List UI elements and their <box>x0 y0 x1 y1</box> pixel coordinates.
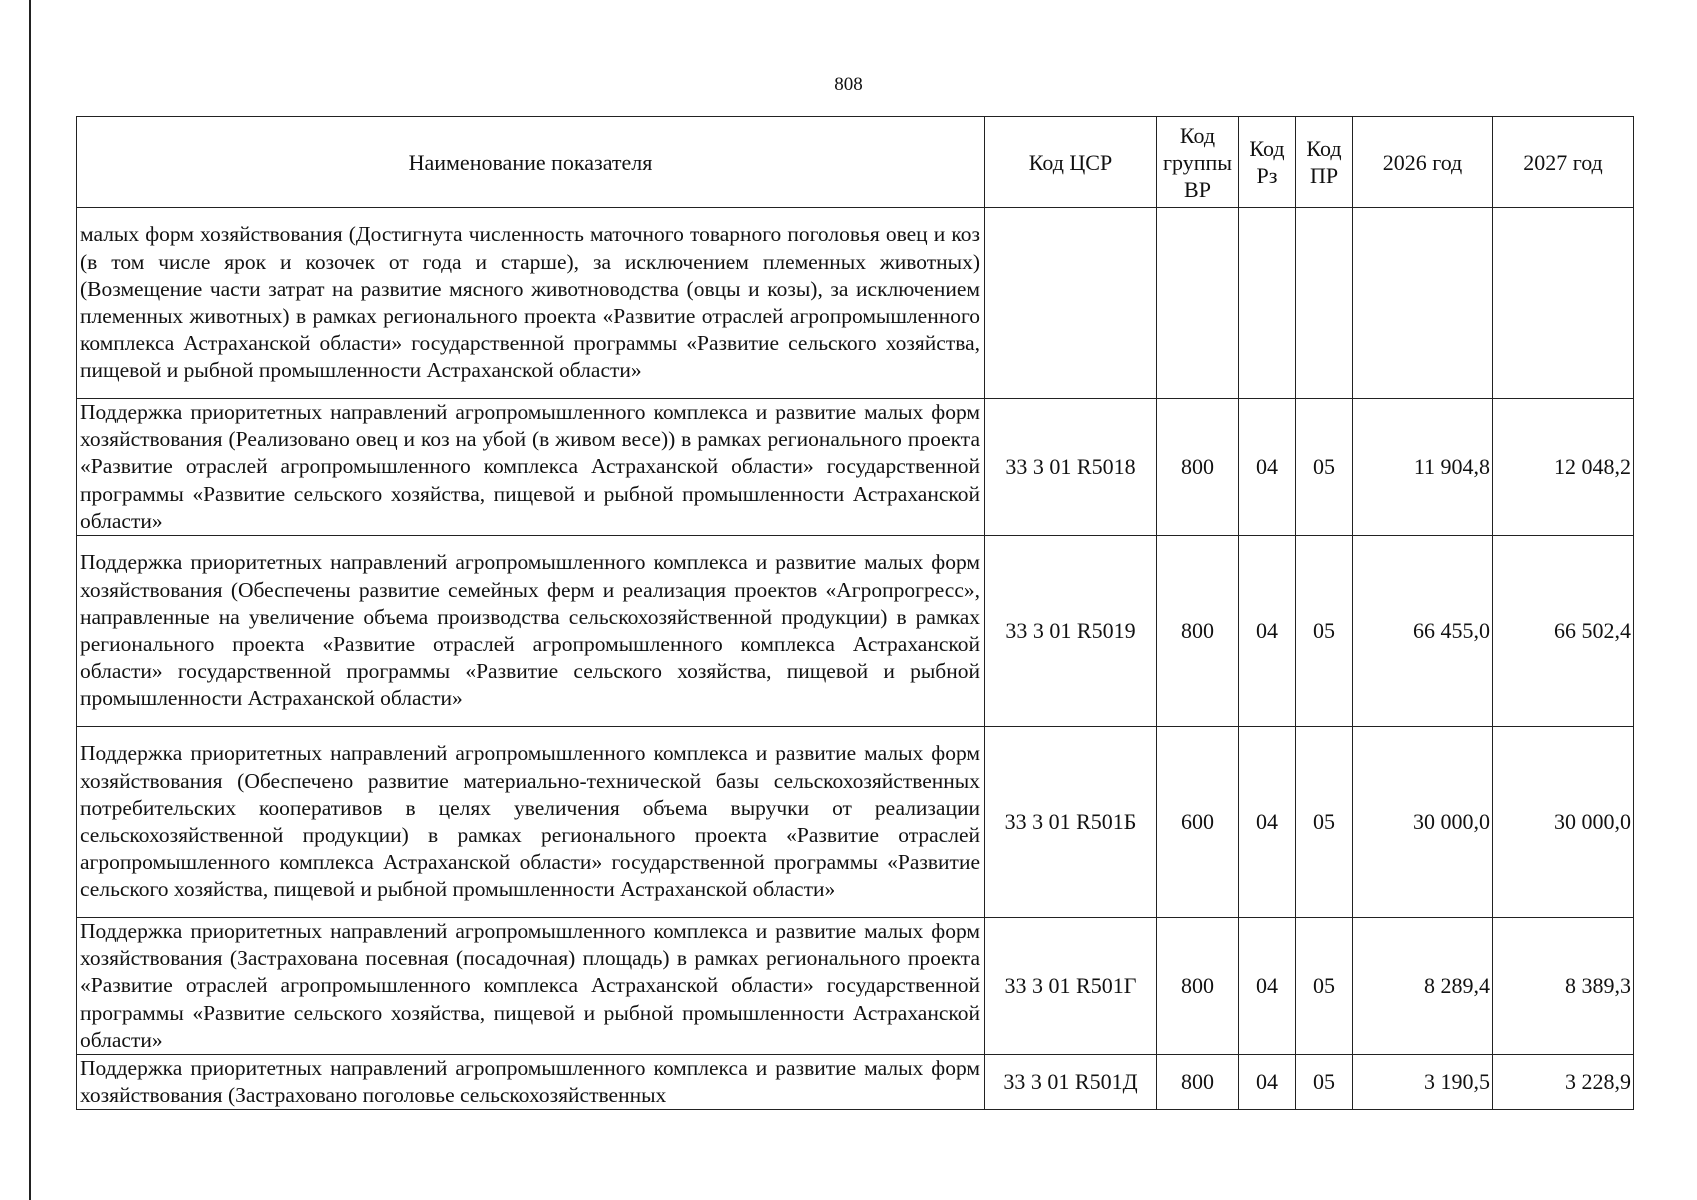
row-rz: 04 <box>1239 1055 1296 1110</box>
row-2027: 30 000,0 <box>1493 727 1634 918</box>
row-rz: 04 <box>1239 918 1296 1055</box>
row-csr: 33 3 01 R5018 <box>985 399 1157 536</box>
row-vr: 800 <box>1157 1055 1239 1110</box>
row-vr: 800 <box>1157 399 1239 536</box>
row-pr: 05 <box>1296 727 1353 918</box>
row-rz: 04 <box>1239 536 1296 727</box>
page-number: 808 <box>834 74 863 95</box>
row-name: Поддержка приоритетных направлений агропромышленного комплекса и развитие малых форм хозяйствования (Обеспечено развитие материально-технической базы сельскохозяйственных потребительских кооперативов в целях увеличения объема выручки от реализации сельскохозяйственной продукции) в рамках регионального проекта «Развитие отраслей агропромышленного комплекса Астраханской области» государственной программы «Развитие сельского хозяйства, пищевой и рыбной промышленности Астраханской области» <box>77 727 985 918</box>
row-2027: 66 502,4 <box>1493 536 1634 727</box>
row-pr: 05 <box>1296 536 1353 727</box>
row-2026: 66 455,0 <box>1353 536 1493 727</box>
table-row <box>77 399 1634 536</box>
row-2026: 3 190,5 <box>1353 1055 1493 1110</box>
header-pr: Код ПР <box>1296 117 1353 208</box>
row-2026 <box>1353 208 1493 399</box>
row-rz: 04 <box>1239 399 1296 536</box>
table-row <box>77 1055 1634 1110</box>
header-vr: Код группы ВР <box>1157 117 1239 208</box>
row-csr: 33 3 01 R501Б <box>985 727 1157 918</box>
row-vr: 800 <box>1157 918 1239 1055</box>
table-row <box>77 208 1634 399</box>
row-name: Поддержка приоритетных направлений агропромышленного комплекса и развитие малых форм хозяйствования (Обеспечены развитие семейных ферм и реализация проектов «Агропрогресс», направленные на увеличение объема производства сельскохозяйственной продукции) в рамках регионального проекта «Развитие отраслей агропромышленного комплекса Астраханской области» государственной программы «Развитие сельского хозяйства, пищевой и рыбной промышленности Астраханской области» <box>77 536 985 727</box>
row-name: Поддержка приоритетных направлений агропромышленного комплекса и развитие малых форм хозяйствования (Застраховано поголовье сельскохозяйственных <box>80 1056 980 1108</box>
row-pr: 05 <box>1296 918 1353 1055</box>
row-2027: 12 048,2 <box>1493 399 1634 536</box>
row-pr: 05 <box>1296 399 1353 536</box>
header-csr: Код ЦСР <box>985 117 1157 208</box>
row-name: Поддержка приоритетных направлений агропромышленного комплекса и развитие малых форм хозяйствования (Реализовано овец и коз на убой (в живом весе)) в рамках регионального проекта «Развитие отраслей агропромышленного комплекса Астраханской области» государственной программы «Развитие сельского хозяйства, пищевой и рыбной промышленности Астраханской области» <box>77 399 985 536</box>
row-csr: 33 3 01 R5019 <box>985 536 1157 727</box>
row-vr <box>1157 208 1239 399</box>
row-name: малых форм хозяйствования (Достигнута численность маточного товарного поголовья овец и коз (в том числе ярок и козочек от года и старше), за исключением племенных животных) (Возмещение части затрат на развитие мясного животноводства (овцы и козы), за исключением племенных животных) в рамках регионального проекта «Развитие отраслей агропромышленного комплекса Астраханской области» государственной программы «Развитие сельского хозяйства, пищевой и рыбной промышленности Астраханской области» <box>77 208 985 399</box>
table-row <box>77 918 1634 1055</box>
header-name: Наименование показателя <box>77 117 985 208</box>
row-name-cell <box>77 1055 985 1110</box>
header-2027: 2027 год <box>1493 117 1634 208</box>
row-vr: 800 <box>1157 536 1239 727</box>
header-rz: Код Рз <box>1239 117 1296 208</box>
row-rz: 04 <box>1239 727 1296 918</box>
row-rz <box>1239 208 1296 399</box>
row-pr <box>1296 208 1353 399</box>
row-csr: 33 3 01 R501Д <box>985 1055 1157 1110</box>
table-row <box>77 536 1634 727</box>
row-2027: 3 228,9 <box>1493 1055 1634 1110</box>
row-name: Поддержка приоритетных направлений агропромышленного комплекса и развитие малых форм хозяйствования (Застрахована посевная (посадочная) площадь) в рамках регионального проекта «Развитие отраслей агропромышленного комплекса Астраханской области» государственной программы «Развитие сельского хозяйства, пищевой и рыбной промышленности Астраханской области» <box>77 918 985 1055</box>
row-pr: 05 <box>1296 1055 1353 1110</box>
row-2026: 30 000,0 <box>1353 727 1493 918</box>
header-2026: 2026 год <box>1353 117 1493 208</box>
left-margin-rule <box>29 0 31 1200</box>
row-2027 <box>1493 208 1634 399</box>
row-2027: 8 389,3 <box>1493 918 1634 1055</box>
row-csr <box>985 208 1157 399</box>
row-2026: 8 289,4 <box>1353 918 1493 1055</box>
table-header-row <box>77 117 1634 208</box>
table-row <box>77 727 1634 918</box>
row-csr: 33 3 01 R501Г <box>985 918 1157 1055</box>
row-vr: 600 <box>1157 727 1239 918</box>
row-2026: 11 904,8 <box>1353 399 1493 536</box>
budget-table <box>76 116 1634 1110</box>
